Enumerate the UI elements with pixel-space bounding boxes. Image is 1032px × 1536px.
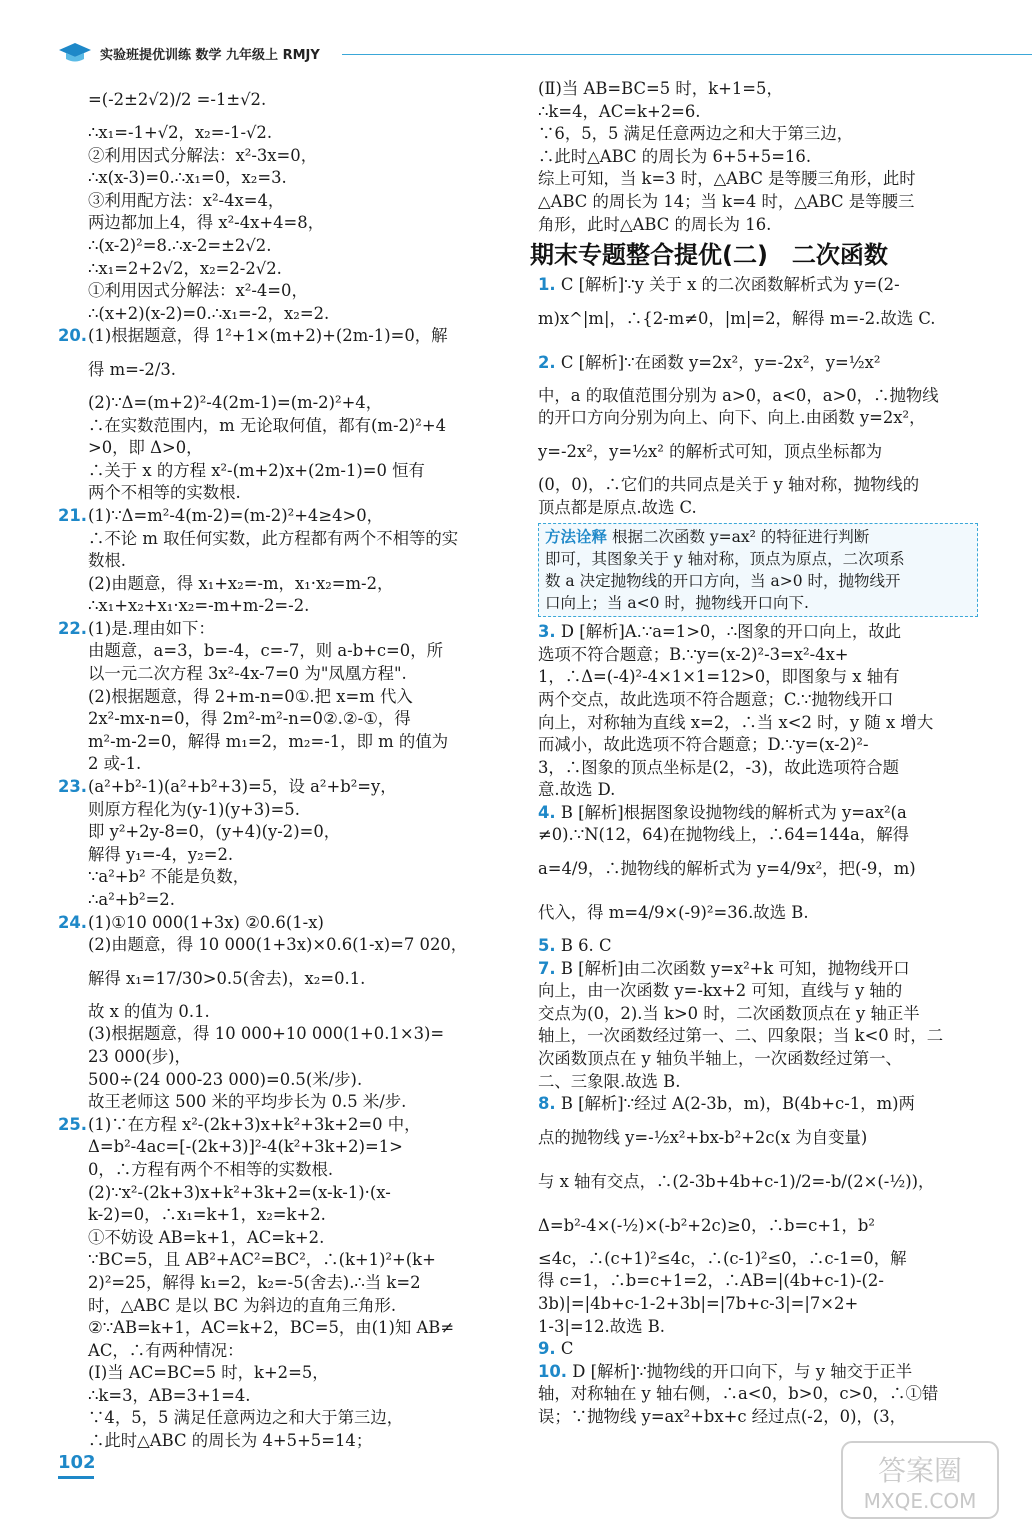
text-line bbox=[538, 474, 978, 497]
text-line bbox=[88, 731, 516, 754]
text-line bbox=[88, 1136, 516, 1159]
line-text: 意.故选 D. bbox=[538, 780, 616, 800]
text-line bbox=[538, 1093, 978, 1116]
text-line bbox=[538, 980, 978, 1003]
line-text: 次函数顶点在 y 轴负半轴上，一次函数经过第一、 bbox=[538, 1049, 902, 1069]
line-text: ∴关于 x 的方程 x²-(m+2)x+(2m-1)=0 恒有 bbox=[88, 460, 425, 480]
graduation-cap-icon bbox=[58, 42, 92, 64]
text-line bbox=[88, 1249, 516, 1272]
text-line bbox=[88, 78, 516, 122]
line-text: (1)是.理由如下： bbox=[88, 618, 215, 638]
line-text: ∵a²+b² 不能是负数， bbox=[88, 867, 250, 887]
line-text: ∴此时△ABC 的周长为 4+5+5=14； bbox=[88, 1431, 373, 1451]
text-line bbox=[538, 1361, 978, 1384]
line-text: 二、三象限.故选 B. bbox=[538, 1071, 681, 1091]
text-line bbox=[88, 686, 516, 709]
line-text: ②利用因式分解法：x²-3x=0， bbox=[88, 145, 318, 165]
text-line bbox=[538, 1338, 978, 1361]
line-text: (0，0)，∴它们的共同点是关于 y 轴对称，抛物线的 bbox=[538, 474, 920, 494]
text-line bbox=[88, 1362, 516, 1385]
line-text: >0，即 Δ>0， bbox=[88, 438, 203, 458]
question-number: 7. bbox=[538, 958, 556, 978]
line-text: ∵4，5，5 满足任意两边之和大于第三边， bbox=[88, 1408, 404, 1428]
line-text: 代入，得 m=4/9×(-9)²=36.故选 B. bbox=[538, 903, 809, 923]
text-line bbox=[538, 689, 978, 712]
question-number: 2. bbox=[538, 352, 556, 372]
text-line bbox=[88, 415, 516, 438]
text-line bbox=[88, 212, 516, 235]
text-line bbox=[88, 934, 516, 957]
text-line bbox=[88, 1227, 516, 1250]
line-text: ∴x₁=2+2√2，x₂=2-2√2. bbox=[88, 258, 282, 278]
line-text: △ABC 的周长为 14；当 k=4 时，△ABC 是等腰三 bbox=[538, 191, 915, 211]
text-line bbox=[88, 866, 516, 889]
text-line bbox=[538, 666, 978, 689]
line-text: 轴上，一次函数经过第一、二、四象限；当 k<0 时，二 bbox=[538, 1026, 944, 1046]
text-line bbox=[88, 1430, 516, 1453]
line-text: 0，∴方程有两个不相等的实数根. bbox=[88, 1159, 334, 1179]
question-number: 9. bbox=[538, 1339, 556, 1359]
section-title: 期末专题整合提优(二) 二次函数 bbox=[530, 241, 888, 270]
line-text: 与 x 轴有交点，∴(2-3b+4b+c-1)/2=-b/(2×(-½))， bbox=[538, 1171, 935, 1191]
text-line bbox=[88, 1046, 516, 1069]
question-number: 5. bbox=[538, 936, 556, 956]
text-line bbox=[538, 101, 978, 124]
line-text: ∴在实数范围内，m 无论取何值，都有(m-2)²+4 bbox=[88, 415, 447, 435]
line-text: (2)根据题意，得 2+m-n=0①.把 x=m 代入 bbox=[88, 686, 413, 706]
question-number: 3. bbox=[538, 622, 556, 642]
text-line bbox=[88, 753, 516, 776]
page-header bbox=[58, 40, 978, 68]
text-line bbox=[88, 190, 516, 213]
text-line bbox=[88, 573, 516, 596]
text-line bbox=[58, 776, 516, 799]
line-text: 由题意，a=3，b=-4，c=-7，则 a-b+c=0，所 bbox=[88, 641, 443, 661]
line-text: 两个不相等的实数根. bbox=[88, 483, 241, 503]
line-text: 时，△ABC 是以 BC 为斜边的直角三角形. bbox=[88, 1295, 397, 1315]
question-number: 22. bbox=[58, 618, 88, 638]
line-text: 而减小，故此选项不符合题意；D.∵y=(x-2)²- bbox=[538, 735, 869, 755]
question-number: 4. bbox=[538, 802, 556, 822]
text-line bbox=[538, 146, 978, 169]
text-line bbox=[88, 957, 516, 1001]
line-text: (1)根据题意，得 1²+1×(m+2)+(2m-1)=0，解 bbox=[88, 326, 448, 346]
line-text: (2)由题意，得 x₁+x₂=-m，x₁·x₂=m-2， bbox=[88, 573, 394, 593]
line-text: 以一元二次方程 3x²-4x-7=0 为"凤凰方程". bbox=[88, 664, 407, 684]
text-line bbox=[88, 1182, 516, 1205]
text-line bbox=[538, 712, 978, 735]
text-line bbox=[88, 1091, 516, 1114]
line-text: 误；∵抛物线 y=ax²+bx+c 经过点(-2，0)，(3， bbox=[538, 1406, 907, 1426]
text-line bbox=[538, 779, 978, 802]
text-line bbox=[538, 891, 978, 935]
line-text: ≤4c，∴(c+1)²≤4c，∴(c-1)²≤0，∴c-1=0，解 bbox=[538, 1248, 907, 1268]
text-line bbox=[88, 258, 516, 281]
line-text: 角形，此时△ABC 的周长为 16. bbox=[538, 214, 772, 234]
line-text: 数根. bbox=[88, 551, 126, 571]
text-line bbox=[538, 123, 978, 146]
tip-line bbox=[545, 548, 971, 570]
text-line bbox=[58, 505, 516, 528]
line-text: 综上可知，当 k=3 时，△ABC 是等腰三角形，此时 bbox=[538, 169, 916, 189]
text-line bbox=[88, 1407, 516, 1430]
line-text: ≠0).∵N(12，64)在抛物线上，∴64=144a，解得 bbox=[538, 825, 909, 845]
line-text: B 6. C bbox=[560, 936, 612, 956]
text-line bbox=[88, 280, 516, 303]
text-line bbox=[538, 168, 978, 191]
line-text: (3)根据题意，得 10 000+10 000(1+0.1×3)= bbox=[88, 1024, 445, 1044]
text-line bbox=[88, 1385, 516, 1408]
line-text: (1)∵在方程 x²-(2k+3)x+k²+3k+2=0 中， bbox=[88, 1114, 421, 1134]
text-line bbox=[88, 821, 516, 844]
line-text: B [解析]根据图象设抛物线的解析式为 y=ax²(a bbox=[560, 802, 907, 822]
text-line bbox=[88, 528, 516, 551]
line-text: (2)由题意，得 10 000(1+3x)×0.6(1-x)=7 020， bbox=[88, 935, 468, 955]
book-title: 实验班提优训练 数学 九年级上 RMJY bbox=[100, 48, 320, 63]
question-number: 1. bbox=[538, 275, 556, 295]
line-text: 顶点都是原点.故选 C. bbox=[538, 497, 697, 517]
question-number: 8. bbox=[538, 1094, 556, 1114]
line-text: D [解析]A.∵a=1>0，∴图象的开口向上，故此 bbox=[560, 622, 902, 642]
line-text: ①利用因式分解法：x²-4=0， bbox=[88, 281, 308, 301]
line-text: D [解析]∵抛物线的开口向下，与 y 轴交于正半 bbox=[572, 1361, 913, 1381]
line-text: (2)∵Δ=(m+2)²-4(2m-1)=(m-2)²+4， bbox=[88, 392, 383, 412]
line-text: =(-2±2√2)/2 =-1±√2. bbox=[88, 90, 267, 109]
text-line bbox=[538, 757, 978, 780]
line-text: Δ=b²-4×(-½)×(-b²+2c)≥0，∴b=c+1，b² bbox=[538, 1215, 875, 1235]
line-text: ∴(x-2)²=8.∴x-2=±2√2. bbox=[88, 235, 272, 255]
text-line bbox=[88, 348, 516, 392]
text-line bbox=[88, 1204, 516, 1227]
text-line bbox=[538, 430, 978, 474]
text-line bbox=[538, 1248, 978, 1271]
text-line bbox=[88, 1340, 516, 1363]
text-line bbox=[538, 1316, 978, 1339]
text-line bbox=[538, 621, 978, 644]
text-line bbox=[538, 385, 978, 408]
text-line bbox=[88, 640, 516, 663]
text-line bbox=[88, 663, 516, 686]
text-line bbox=[538, 78, 978, 101]
line-text: 1，∴Δ=(-4)²-4×1×1=12>0，即图象与 x 轴有 bbox=[538, 667, 900, 687]
line-text: 2x²-mx-n=0，得 2m²-m²-n=0②.②-①，得 bbox=[88, 709, 411, 729]
line-text: 两个交点，故此选项不符合题意；C.∵抛物线开口 bbox=[538, 689, 894, 709]
line-text: ∴k=4，AC=k+2=6. bbox=[538, 101, 701, 121]
line-text: 3，∴图象的顶点坐标是(2，-3)，故此选项符合题 bbox=[538, 757, 900, 777]
text-line bbox=[88, 437, 516, 460]
line-text: ∴不论 m 取任何实数，此方程都有两个不相等的实 bbox=[88, 528, 459, 548]
text-line bbox=[538, 1406, 978, 1429]
text-line bbox=[88, 1023, 516, 1046]
line-text: 3b)|=|4b+c-1-2+3b|=|7b+c-3|=|7×2+ bbox=[538, 1294, 859, 1313]
text-line bbox=[538, 1160, 978, 1204]
text-line bbox=[88, 1272, 516, 1295]
line-text: 点的抛物线 y=-½x²+bx-b²+2c(x 为自变量) bbox=[538, 1127, 868, 1147]
text-line bbox=[88, 303, 516, 326]
text-line bbox=[88, 799, 516, 822]
text-line bbox=[88, 235, 516, 258]
line-text: a=4/9，∴抛物线的解析式为 y=4/9x²，把(-9，m) bbox=[538, 859, 916, 879]
text-line bbox=[88, 122, 516, 145]
question-number: 21. bbox=[58, 505, 88, 525]
line-text: 故王老师这 500 米的平均步长为 0.5 米/步. bbox=[88, 1092, 407, 1112]
page-number-bar bbox=[58, 1476, 94, 1479]
text-line bbox=[88, 145, 516, 168]
text-line bbox=[88, 1295, 516, 1318]
tip-label: 方法诠释 bbox=[545, 528, 608, 547]
text-line bbox=[88, 482, 516, 505]
text-line bbox=[88, 167, 516, 190]
svg-text:MXQE.COM: MXQE.COM bbox=[863, 1489, 977, 1513]
line-text: m²-m-2=0，解得 m₁=2，m₂=-1，即 m 的值为 bbox=[88, 731, 449, 751]
header-rule bbox=[342, 54, 1032, 55]
watermark-logo bbox=[840, 1440, 1000, 1520]
line-text: (Ⅱ)当 AB=BC=5 时，k+1=5， bbox=[538, 79, 783, 98]
text-line bbox=[538, 407, 978, 430]
line-text: 23 000(步)， bbox=[88, 1046, 191, 1066]
text-line bbox=[58, 618, 516, 641]
line-text: 两边都加上4，得 x²-4x+4=8， bbox=[88, 213, 325, 233]
text-line bbox=[88, 708, 516, 731]
right-column bbox=[530, 78, 978, 1429]
line-text: (2)∵x²-(2k+3)x+k²+3k+2=(x-k-1)·(x- bbox=[88, 1182, 391, 1202]
text-line bbox=[88, 392, 516, 415]
tip-line bbox=[545, 526, 971, 548]
question-number: 20. bbox=[58, 326, 88, 346]
text-line bbox=[538, 274, 978, 297]
line-text: (a²+b²-1)(a²+b²+3)=5，设 a²+b²=y， bbox=[88, 777, 397, 797]
line-text: ∴x₁=-1+√2，x₂=-1-√2. bbox=[88, 123, 273, 142]
text-line bbox=[538, 958, 978, 981]
text-line bbox=[538, 847, 978, 891]
line-text: 解得 y₁=-4，y₂=2. bbox=[88, 844, 234, 864]
text-line bbox=[88, 1317, 516, 1340]
text-line bbox=[88, 1069, 516, 1092]
text-line bbox=[538, 341, 978, 385]
tip-text: 即可，其图象关于 y 轴对称，顶点为原点，二次项系 bbox=[545, 550, 905, 569]
line-text: ∴(x+2)(x-2)=0.∴x₁=-2，x₂=2. bbox=[88, 303, 330, 323]
text-line bbox=[538, 802, 978, 825]
line-text: 的开口方向分别为向上、向下、向上.由函数 y=2x²， bbox=[538, 408, 926, 428]
text-line bbox=[538, 734, 978, 757]
line-text: ∵BC=5，且 AB²+AC²=BC²，∴(k+1)²+(k+ bbox=[88, 1250, 436, 1270]
left-column bbox=[58, 78, 516, 1453]
line-text: AC，∴有两种情况： bbox=[88, 1340, 244, 1360]
line-text: C bbox=[560, 1339, 574, 1359]
text-line bbox=[538, 1025, 978, 1048]
line-text: C [解析]∵y 关于 x 的二次函数解析式为 y=(2- bbox=[560, 275, 900, 295]
line-text: y=-2x²，y=½x² 的解析式可知，顶点坐标都为 bbox=[538, 441, 883, 461]
line-text: ∴a²+b²=2. bbox=[88, 890, 175, 909]
line-text: 向上，由一次函数 y=-kx+2 可知，直线与 y 轴的 bbox=[538, 981, 903, 1001]
line-text: ∴此时△ABC 的周长为 6+5+5=16. bbox=[538, 146, 812, 166]
text-line bbox=[538, 1293, 978, 1316]
text-line bbox=[538, 1204, 978, 1248]
text-line bbox=[538, 1270, 978, 1293]
text-line bbox=[538, 1003, 978, 1026]
tip-line bbox=[545, 570, 971, 592]
text-line bbox=[58, 1114, 516, 1137]
line-text: B [解析]∵经过 A(2-3b，m)，B(4b+c-1，m)两 bbox=[560, 1094, 915, 1114]
text-line bbox=[88, 550, 516, 573]
line-text: m)x^|m|，∴{2-m≠0，|m|=2，解得 m=-2.故选 C. bbox=[538, 308, 936, 328]
line-text: 得 m=-2/3. bbox=[88, 359, 177, 379]
text-line bbox=[88, 844, 516, 867]
text-line bbox=[538, 935, 978, 958]
question-number: 25. bbox=[58, 1114, 88, 1134]
page-number: 102 bbox=[58, 1452, 96, 1473]
text-line bbox=[538, 1071, 978, 1094]
tip-text: 数 a 决定抛物线的开口方向，当 a>0 时，抛物线开 bbox=[545, 572, 901, 591]
line-text: ③利用配方法：x²-4x=4， bbox=[88, 190, 285, 210]
text-line bbox=[538, 191, 978, 214]
line-text: 即 y²+2y-8=0，(y+4)(y-2)=0， bbox=[88, 822, 341, 842]
text-line bbox=[538, 1048, 978, 1071]
question-number: 24. bbox=[58, 912, 88, 932]
line-text: 向上，对称轴为直线 x=2，∴当 x<2 时，y 随 x 增大 bbox=[538, 712, 934, 732]
line-text: (Ⅰ)当 AC=BC=5 时，k+2=5， bbox=[88, 1363, 329, 1383]
text-line bbox=[538, 497, 978, 520]
line-text: ∵6，5，5 满足任意两边之和大于第三边， bbox=[538, 124, 854, 144]
line-text: 选项不符合题意；B.∵y=(x-2)²-3=x²-4x+ bbox=[538, 644, 849, 664]
text-line bbox=[538, 824, 978, 847]
text-line bbox=[538, 1116, 978, 1160]
line-text: 1-3|=12.故选 B. bbox=[538, 1316, 665, 1336]
text-line bbox=[538, 214, 978, 237]
line-text: 轴，对称轴在 y 轴右侧，∴a<0，b>0，c>0，∴①错 bbox=[538, 1384, 939, 1404]
text-line bbox=[88, 595, 516, 618]
text-line bbox=[58, 325, 516, 348]
text-line bbox=[88, 1001, 516, 1024]
line-text: C [解析]∵在函数 y=2x²，y=-2x²，y=½x² bbox=[560, 352, 881, 372]
line-text: 则原方程化为(y-1)(y+3)=5. bbox=[88, 799, 300, 819]
line-text: 故 x 的值为 0.1. bbox=[88, 1001, 210, 1021]
tip-text: 口向上；当 a<0 时，抛物线开口向下. bbox=[545, 594, 809, 613]
line-text: 交点为(0，2).当 k>0 时，二次函数顶点在 y 轴正半 bbox=[538, 1003, 920, 1023]
line-text: ∴k=3，AB=3+1=4. bbox=[88, 1385, 251, 1405]
line-text: 解得 x₁=17/30>0.5(舍去)，x₂=0.1. bbox=[88, 968, 366, 988]
line-text: 2)²=25，解得 k₁=2，k₂=-5(舍去).∴当 k=2 bbox=[88, 1272, 421, 1292]
tip-line bbox=[545, 592, 971, 614]
line-text: ∴x(x-3)=0.∴x₁=0，x₂=3. bbox=[88, 168, 287, 188]
text-line bbox=[88, 460, 516, 483]
line-text: 得 c=1，∴b=c+1=2，∴AB=|(4b+c-1)-(2- bbox=[538, 1271, 884, 1291]
line-text: 中，a 的取值范围分别为 a>0，a<0，a>0，∴抛物线 bbox=[538, 385, 939, 405]
line-text: (1)∵Δ=m²-4(m-2)=(m-2)²+4≥4>0， bbox=[88, 505, 384, 525]
text-line bbox=[538, 297, 978, 341]
line-text: ②∵AB=k+1，AC=k+2，BC=5，由(1)知 AB≠ bbox=[88, 1318, 455, 1338]
text-line bbox=[88, 1159, 516, 1182]
line-text: 2 或-1. bbox=[88, 754, 142, 774]
line-text: 500÷(24 000-23 000)=0.5(米/步). bbox=[88, 1069, 363, 1089]
question-number: 10. bbox=[538, 1361, 568, 1381]
text-line bbox=[538, 1383, 978, 1406]
text-line bbox=[538, 644, 978, 667]
text-line bbox=[58, 912, 516, 935]
line-text: (1)①10 000(1+3x) ②0.6(1-x) bbox=[88, 912, 324, 932]
text-line bbox=[88, 889, 516, 912]
line-text: k-2)=0，∴x₁=k+1，x₂=k+2. bbox=[88, 1205, 326, 1225]
method-tip-box bbox=[538, 523, 978, 617]
svg-text:答案圈: 答案圈 bbox=[877, 1454, 963, 1487]
line-text: ①不妨设 AB=k+1，AC=k+2. bbox=[88, 1227, 325, 1247]
line-text: B [解析]由二次函数 y=x²+k 可知，抛物线开口 bbox=[560, 958, 910, 978]
line-text: Δ=b²-4ac=[-(2k+3)]²-4(k²+3k+2)=1> bbox=[88, 1137, 403, 1157]
line-text: ∴x₁+x₂+x₁·x₂=-m+m-2=-2. bbox=[88, 596, 310, 616]
tip-text: 根据二次函数 y=ax² 的特征进行判断 bbox=[611, 528, 870, 547]
question-number: 23. bbox=[58, 777, 88, 797]
